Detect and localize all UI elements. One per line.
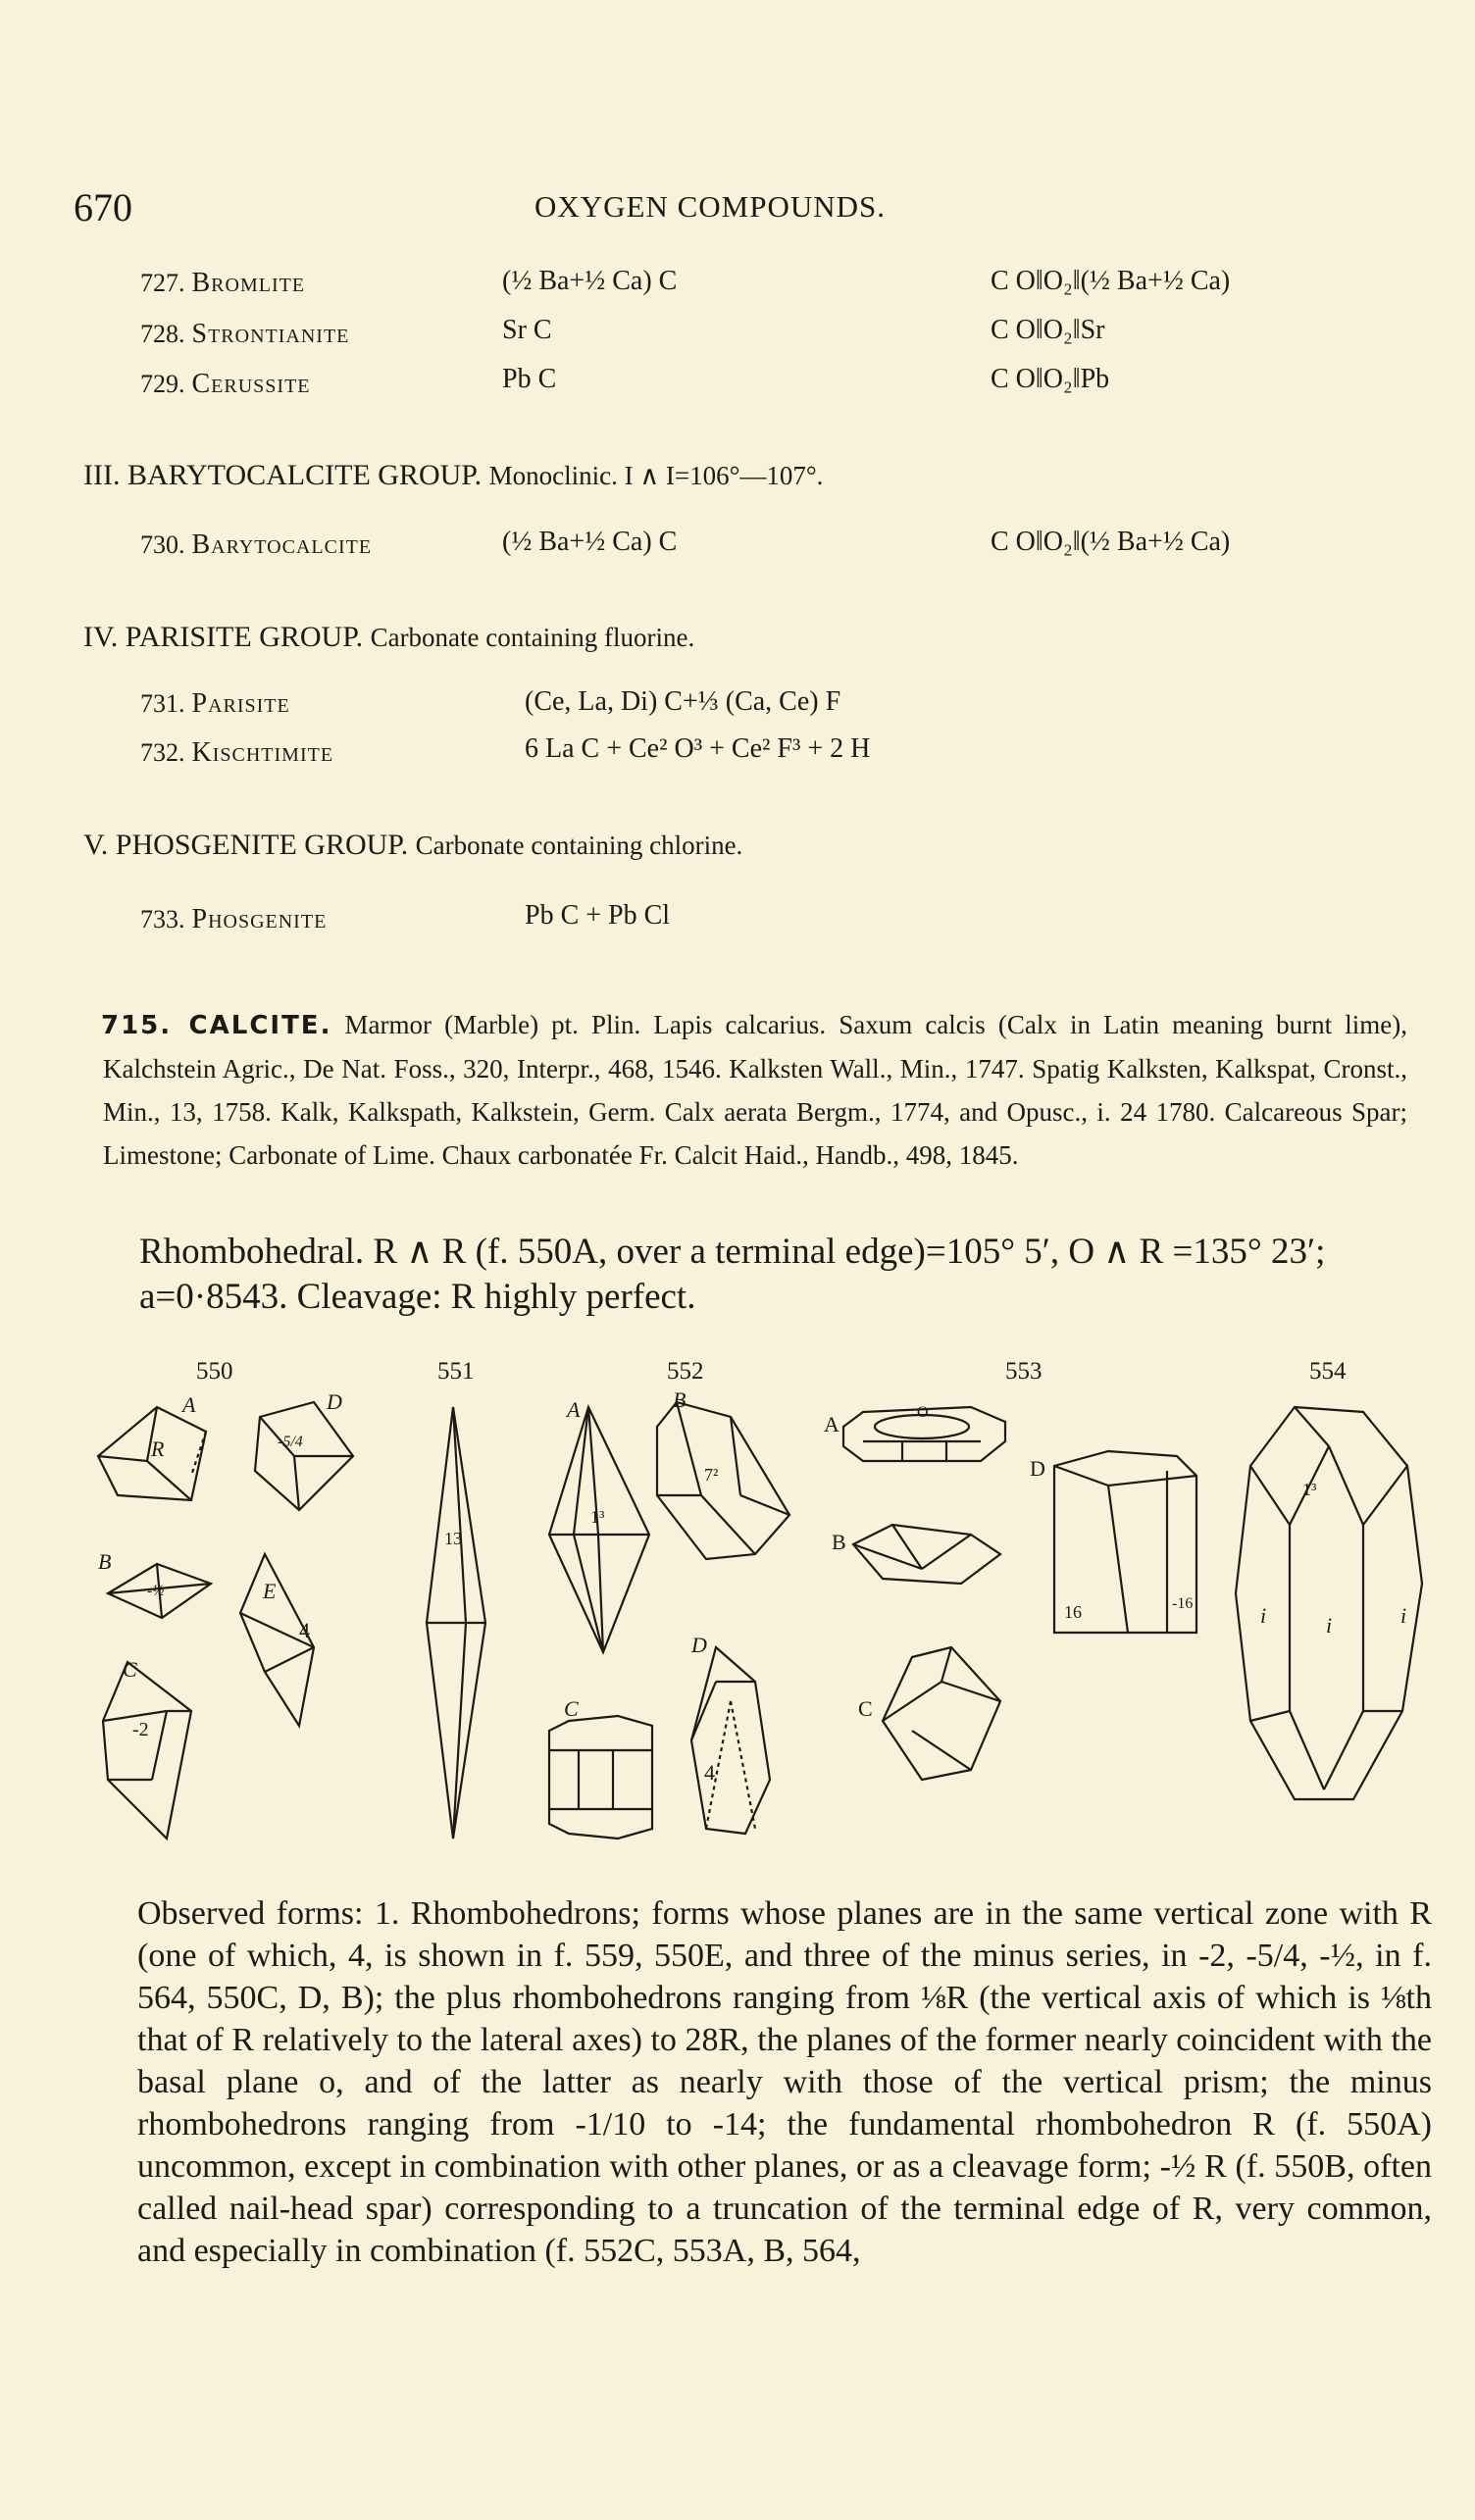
figure-number-554: 554 (1309, 1358, 1347, 1385)
fig-label-m12: -½ (147, 1583, 165, 1599)
structural-formula: C O‖O₂‖Sr (991, 315, 1105, 345)
fig-label-i3: i (1400, 1603, 1407, 1628)
fig-label-553b: B (832, 1530, 846, 1554)
crystal-552d (691, 1647, 770, 1834)
fig-label-c: C (123, 1657, 137, 1682)
fig-label-552c: C (564, 1696, 579, 1721)
fig-label-r: R (151, 1436, 165, 1461)
fig-label-552a: A (567, 1397, 581, 1422)
figure-number-550: 550 (196, 1358, 233, 1385)
mineral-num: 731. Parisite (140, 688, 290, 719)
fig-label-4b: 4 (704, 1760, 715, 1785)
structural-formula: C O‖O₂‖(½ Ba+½ Ca) (991, 527, 1231, 557)
structural-formula: C O‖O₂‖(½ Ba+½ Ca) (991, 266, 1231, 296)
crystal-553c (883, 1647, 1000, 1780)
mineral-name: Kischtimite (191, 737, 334, 768)
mineral-formula: Sr C (502, 315, 552, 345)
fig-label-d: D (327, 1389, 342, 1414)
group-title-phosgenite: V. PHOSGENITE GROUP. Carbonate containing chlorine. (83, 829, 743, 861)
mineral-name: Parisite (191, 688, 290, 719)
fig-label-72: 7² (704, 1465, 719, 1485)
calcite-synonymy (103, 1003, 1407, 1177)
fig-label-i1: i (1260, 1603, 1267, 1628)
crystal-figures (88, 1387, 1442, 1848)
fig-label-4: 4 (299, 1618, 310, 1642)
observed-forms-paragraph: Observed forms: 1. Rhombohedrons; forms whose planes are in the same vertical zone with R (one of which, 4, is shown in f. 559, 550E, and three of the minus series, in -2, -5/4, -½, in f. 564, 550C, D, B); the plus rhombohedrons ranging from ⅛R (the vertical axis of which is ⅛th that of R relatively to the lateral axes) to 28R, the planes of the former nearly coincident with the basal plane o, and of the latter as nearly with those of the vertical prism; the minus rhombohedrons ranging from -1/10 to -14; the fundamental rhombohedron R (f. 550A) uncommon, except in combination with other planes, or as a cleavage form; -½ R (f. 550B, often called nail-head spar) corresponding to a truncation of the terminal edge of R, very common, and especially in combination (f. 552C, 553A, B, 564, (137, 1895, 1432, 2269)
fig-label-13c: 1³ (1302, 1480, 1317, 1499)
figure-number-553: 553 (1005, 1358, 1043, 1385)
figure-number-551: 551 (437, 1358, 475, 1385)
crystal-550c (103, 1662, 191, 1839)
mineral-formula: Pb C (502, 364, 557, 394)
fig-label-13: 13 (444, 1529, 462, 1548)
mineral-name: Barytocalcite (191, 529, 373, 560)
mineral-num: 733. Phosgenite (140, 904, 328, 934)
running-head: OXYGEN COMPOUNDS. (534, 189, 887, 224)
mineral-num: 727. Bromlite (140, 268, 306, 298)
mineral-formula: (½ Ba+½ Ca) C (502, 527, 678, 557)
fig-label-552b: B (673, 1387, 687, 1412)
fig-label-553a: A (824, 1412, 839, 1436)
crystal-552a (549, 1407, 649, 1652)
mineral-name: Strontianite (191, 319, 350, 349)
fig-label-m54: -5/4 (278, 1434, 303, 1450)
fig-label-b: B (98, 1549, 112, 1574)
mineral-name: Bromlite (191, 268, 306, 298)
mineral-formula: Pb C + Pb Cl (525, 900, 671, 931)
mineral-num: 732. Kischtimite (140, 737, 334, 768)
fig-label-m2: -2 (132, 1719, 149, 1740)
mineral-formula: (½ Ba+½ Ca) C (502, 266, 678, 296)
crystal-551 (427, 1407, 485, 1839)
mineral-name: Phosgenite (191, 904, 328, 934)
fig-label-a: A (182, 1392, 196, 1417)
mineral-num: 730. Barytocalcite (140, 529, 373, 560)
crystal-553b (853, 1525, 1000, 1584)
figure-number-552: 552 (667, 1358, 704, 1385)
fig-label-m16: -16 (1172, 1595, 1194, 1612)
mineral-num: 729. Cerussite (140, 369, 311, 399)
mineral-num: 728. Strontianite (140, 319, 350, 349)
group-title-parisite: IV. PARISITE GROUP. Carbonate containing fluorine. (83, 621, 695, 653)
page-number: 670 (74, 185, 132, 229)
fig-label-i2: i (1326, 1613, 1333, 1638)
crystal-550d (255, 1402, 353, 1510)
group-title-barytocalcite: III. BARYTOCALCITE GROUP. Monoclinic. I ∧ I=106°—107°. (83, 459, 824, 491)
calcite-heading: 715. CALCITE. (101, 1011, 332, 1040)
fig-label-552d: D (691, 1633, 707, 1657)
fig-label-16: 16 (1064, 1602, 1082, 1622)
fig-label-553d: D (1030, 1456, 1045, 1481)
fig-label-13b: 1³ (590, 1507, 605, 1527)
structural-formula: C O‖O₂‖Pb (991, 364, 1110, 394)
mineral-formula: (Ce, La, Di) C+⅓ (Ca, Ce) F (525, 686, 841, 717)
fig-label-553c: C (858, 1696, 873, 1721)
calcite-crystallography: Rhombohedral. R ∧ R (f. 550A, over a terminal edge)=105° 5′, O ∧ R =135° 23′; a=0·8543. Cleavage: R highly perfect. (139, 1232, 1326, 1317)
fig-label-e: E (263, 1579, 277, 1603)
calcite-synonymy-text: Marmor (Marble) pt. Plin. Lapis calcarius. Saxum calcis (Calx in Latin meaning burnt lime), Kalchstein Agric., De Nat. Foss., 320, Interpr., 468, 1546. Kalksten Wall., Min., 1747. Spatig Kalksten, Kalkspat, Cronst., Min., 13, 1758. Kalk, Kalkspath, Kalkstein, Germ. Calx aerata Bergm., 1774, and Opusc., i. 24 1780. Calcareous Spar; Limestone; Carbonate of Lime. Chaux carbonatée Fr. Calcit Haid., Handb., 498, 1845. (103, 1010, 1407, 1170)
fig-label-o: O (917, 1404, 929, 1421)
mineral-name: Cerussite (191, 369, 311, 399)
crystal-552b (657, 1402, 789, 1559)
crystal-552c (549, 1716, 652, 1839)
mineral-formula: 6 La C + Ce² O³ + Ce² F³ + 2 H (525, 733, 871, 764)
